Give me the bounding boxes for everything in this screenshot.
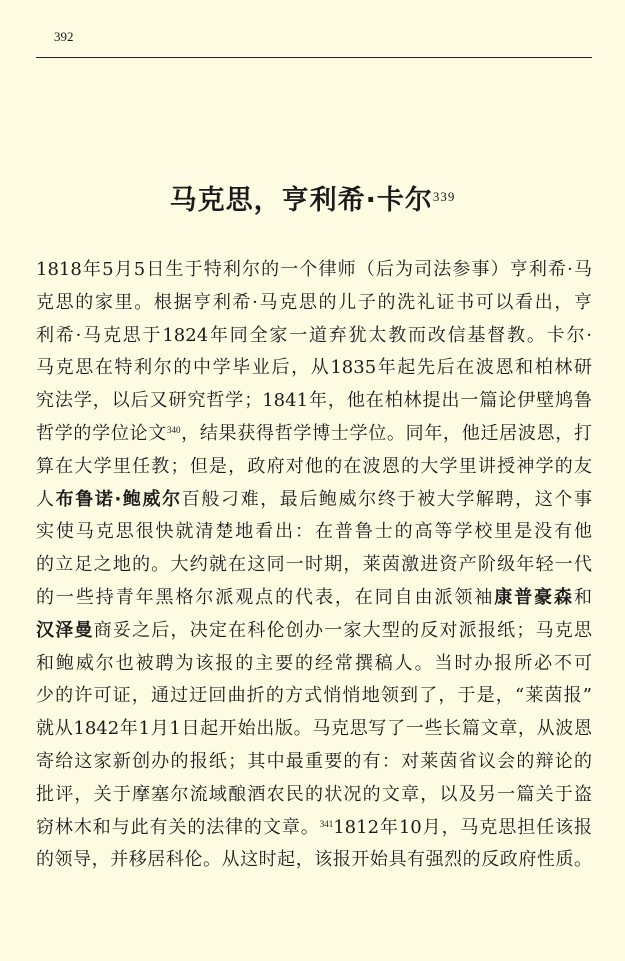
line-text: 百般刁难，最后鲍威尔终于被大学解聘，这个事 [181, 488, 592, 510]
line-text: 的领导，并移居科伦。从这时起，该报开始具有强烈的反政府性质。 [36, 849, 592, 871]
header-rule [36, 57, 592, 58]
line-text: 寄给这家新创办的报纸；其中最重要的有：对莱茵省议会的辩论的 [36, 750, 592, 772]
line-text: 究法学，以后又研究哲学；1841年，他在柏林提出一篇论伊壁鸠鲁 [36, 390, 592, 412]
body-line [36, 451, 592, 484]
body-line [36, 648, 592, 681]
line-text: ，结果获得哲学博士学位。同年，他迁居波恩，打 [180, 422, 592, 444]
body-line [36, 287, 592, 320]
line-text: 就从1842年1月1日起开始出版。马克思写了一些长篇文章，从波恩 [36, 718, 592, 740]
person-name-bauer: 布鲁诺·鲍威尔 [55, 488, 182, 510]
body-line [36, 844, 592, 877]
footnote-ref: 340 [166, 424, 181, 435]
body-line [36, 320, 592, 353]
person-name-camphausen: 康普豪森 [494, 586, 574, 608]
body-line [36, 582, 592, 615]
person-name-hansemann: 汉泽曼 [36, 619, 94, 641]
line-text: 的一些持青年黑格尔派观点的代表，在同自由派领袖 [36, 586, 495, 608]
body-line [36, 385, 592, 418]
body-line [36, 779, 592, 812]
line-text: 人 [36, 488, 56, 510]
body-line [36, 516, 592, 549]
line-text: 1818年5月5日生于特利尔的一个律师（后为司法参事）亨利希·马 [36, 259, 592, 280]
line-text: 和鲍威尔也被聘为该报的主要的经常撰稿人。当时办报所必不可 [36, 652, 592, 674]
line-text: 算在大学里任教；但是，政府对他的在波恩的大学里讲授神学的友 [36, 455, 592, 477]
line-text: 克思的家里。根据亨利希·马克思的儿子的洗礼证书可以看出，亨 [36, 291, 592, 313]
body-line [36, 484, 592, 517]
line-text: 少的许可证，通过迂回曲折的方式悄悄地领到了，于是，“莱茵报” [36, 685, 592, 707]
body-line [36, 418, 592, 451]
page-number: 392 [54, 29, 74, 44]
entry-title-text: 马克思，亨利希·卡尔 [169, 185, 433, 216]
line-text: 商妥之后，决定在科伦创办一家大型的反对派报纸；马克思 [93, 619, 593, 641]
body-line [36, 352, 592, 385]
entry-title [0, 178, 625, 217]
line-text: 哲学的学位论文 [36, 422, 167, 444]
line-text: 实使马克思很快就清楚地看出：在普鲁士的高等学校里是没有他 [36, 521, 592, 543]
footnote-ref: 341 [319, 818, 334, 829]
body-line [36, 549, 592, 582]
entry-body [36, 254, 592, 877]
body-line [36, 615, 592, 648]
line-text: 利希·马克思于1824年同全家一道弃犹太教而改信基督教。卡尔· [36, 324, 592, 346]
line-text: 和 [573, 586, 592, 608]
body-line [36, 713, 592, 746]
line-text: 1812年10月，马克思担任该报 [333, 816, 592, 838]
body-line [36, 254, 592, 287]
line-text: 窃林木和与此有关的法律的文章。 [36, 816, 320, 838]
body-line [36, 680, 592, 713]
body-line [36, 746, 592, 779]
entry-title-note: 339 [432, 189, 456, 204]
line-text: 的立足之地的。大约就在这同一时期，莱茵激进资产阶级年轻一代 [36, 554, 592, 576]
line-text: 批评，关于摩塞尔流域酿酒农民的状况的文章，以及另一篇关于盗 [36, 783, 592, 805]
body-line [36, 812, 592, 845]
line-text: 马克思在特利尔的中学毕业后，从1835年起先后在波恩和柏林研 [36, 357, 592, 379]
